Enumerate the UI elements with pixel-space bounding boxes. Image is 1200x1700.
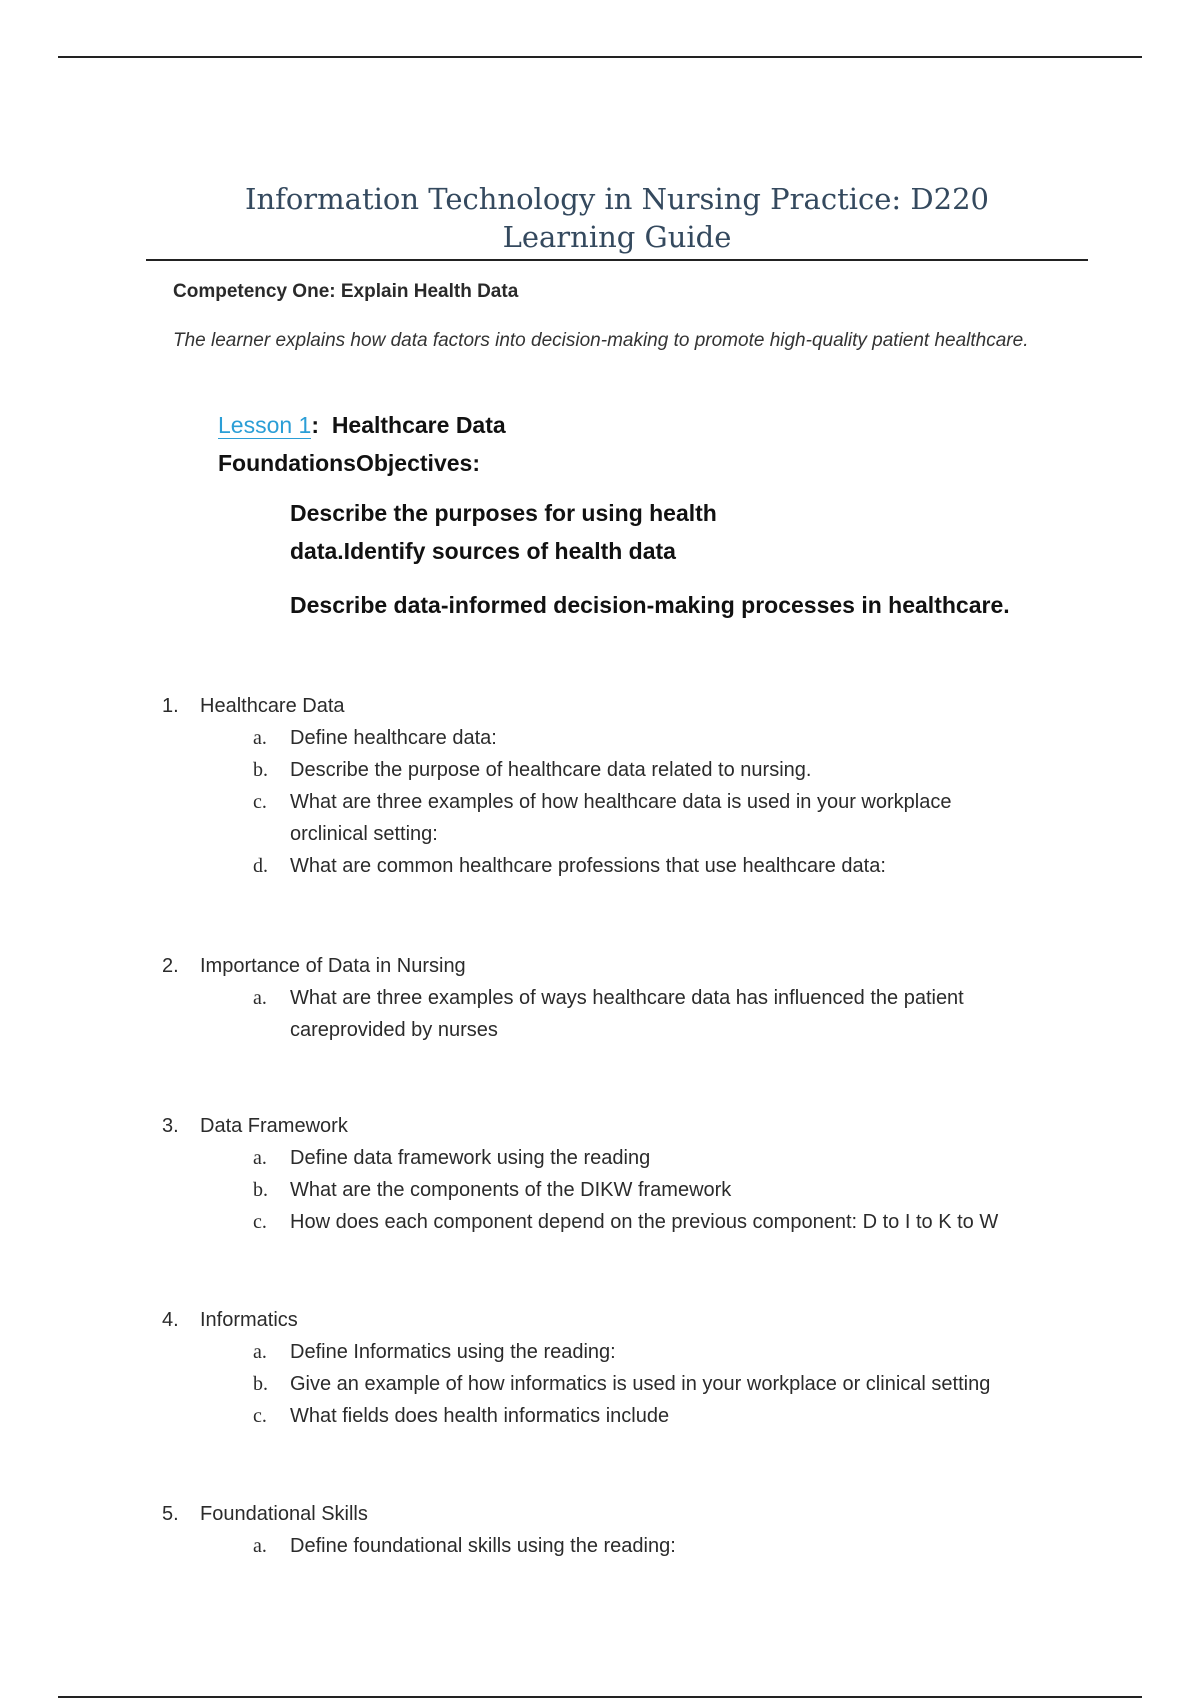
section-number: 5. [162, 1503, 179, 1525]
section-number: 1. [162, 695, 179, 717]
item-text: What are common healthcare professions that use healthcare data: [290, 855, 886, 877]
lesson-title-line-2: FoundationsObjectives: [218, 450, 480, 476]
item-text: Define foundational skills using the reading: [290, 1535, 676, 1557]
item-letter: b. [253, 1179, 268, 1201]
item-letter: c. [253, 1405, 267, 1427]
objective-line-2: data.Identify sources of health data [290, 538, 676, 564]
item-letter: b. [253, 1373, 268, 1395]
list-item [253, 1400, 1102, 1432]
competency-description: The learner explains how data factors into decision-making to promote high-quality patient healthcare. [173, 330, 1029, 351]
page-title [0, 180, 1200, 256]
section-label: Healthcare Data [200, 695, 345, 717]
item-letter: a. [253, 1535, 267, 1557]
objective-line-3: Describe data-informed decision-making processes in healthcare. [290, 592, 1010, 618]
lesson-title-line-1: Healthcare Data [331, 412, 506, 438]
list-item [253, 1206, 1102, 1238]
competency-heading [173, 281, 518, 303]
item-letter: a. [253, 1147, 267, 1169]
list-item [253, 786, 1030, 850]
lesson-link[interactable]: Lesson 1 [218, 412, 312, 438]
title-line-2: Learning Guide [502, 220, 732, 254]
section-foundational-skills [162, 1498, 1102, 1562]
item-letter: a. [253, 987, 267, 1009]
top-rule [58, 56, 1142, 58]
list-item [253, 982, 1050, 1046]
lesson-colon: : [311, 412, 320, 438]
section-informatics [162, 1304, 1102, 1432]
list-item [253, 850, 1102, 882]
item-text: Define healthcare data: [290, 727, 497, 749]
item-text: Give an example of how informatics is used in your workplace or clinical setting [290, 1373, 991, 1395]
lesson-heading [218, 406, 506, 482]
section-healthcare-data [162, 690, 1102, 882]
item-text: How does each component depend on the previous component: D to I to K to W [290, 1211, 999, 1233]
title-line-1: Information Technology in Nursing Practice: D220 [244, 182, 989, 216]
list-item [253, 754, 1102, 786]
list-item [253, 1336, 1102, 1368]
list-item [253, 1368, 1102, 1400]
item-text: Define data framework using the reading [290, 1147, 651, 1169]
section-data-framework [162, 1110, 1102, 1238]
competency-name: Explain Health Data [340, 281, 519, 302]
item-text: What are three examples of ways healthcare data has influenced the patient careprovided by nurses [290, 987, 964, 1041]
item-letter: d. [253, 855, 268, 877]
section-number: 3. [162, 1115, 179, 1137]
bottom-rule [58, 1696, 1142, 1698]
list-item [253, 1530, 1102, 1562]
list-item [253, 722, 1102, 754]
item-text: What are three examples of how healthcare data is used in your workplace orclinical setting: [290, 791, 952, 845]
section-number: 2. [162, 955, 179, 977]
item-letter: a. [253, 1341, 267, 1363]
section-importance-of-data [162, 950, 1102, 1046]
item-letter: a. [253, 727, 267, 749]
item-text: Define Informatics using the reading: [290, 1341, 616, 1363]
competency-label: Competency One: [173, 281, 336, 302]
item-text: What are the components of the DIKW framework [290, 1179, 732, 1201]
item-letter: b. [253, 759, 268, 781]
title-underline [146, 259, 1088, 261]
section-label: Informatics [200, 1309, 298, 1331]
item-letter: c. [253, 791, 267, 813]
list-item [253, 1142, 1102, 1174]
section-number: 4. [162, 1309, 179, 1331]
item-text: Describe the purpose of healthcare data related to nursing. [290, 759, 812, 781]
item-text: What fields does health informatics include [290, 1405, 670, 1427]
section-label: Data Framework [200, 1115, 348, 1137]
objective-line-1: Describe the purposes for using health [290, 500, 717, 526]
section-label: Importance of Data in Nursing [200, 955, 466, 977]
item-letter: c. [253, 1211, 267, 1233]
list-item [253, 1174, 1102, 1206]
objectives-block [290, 494, 717, 570]
section-label: Foundational Skills [200, 1503, 368, 1525]
